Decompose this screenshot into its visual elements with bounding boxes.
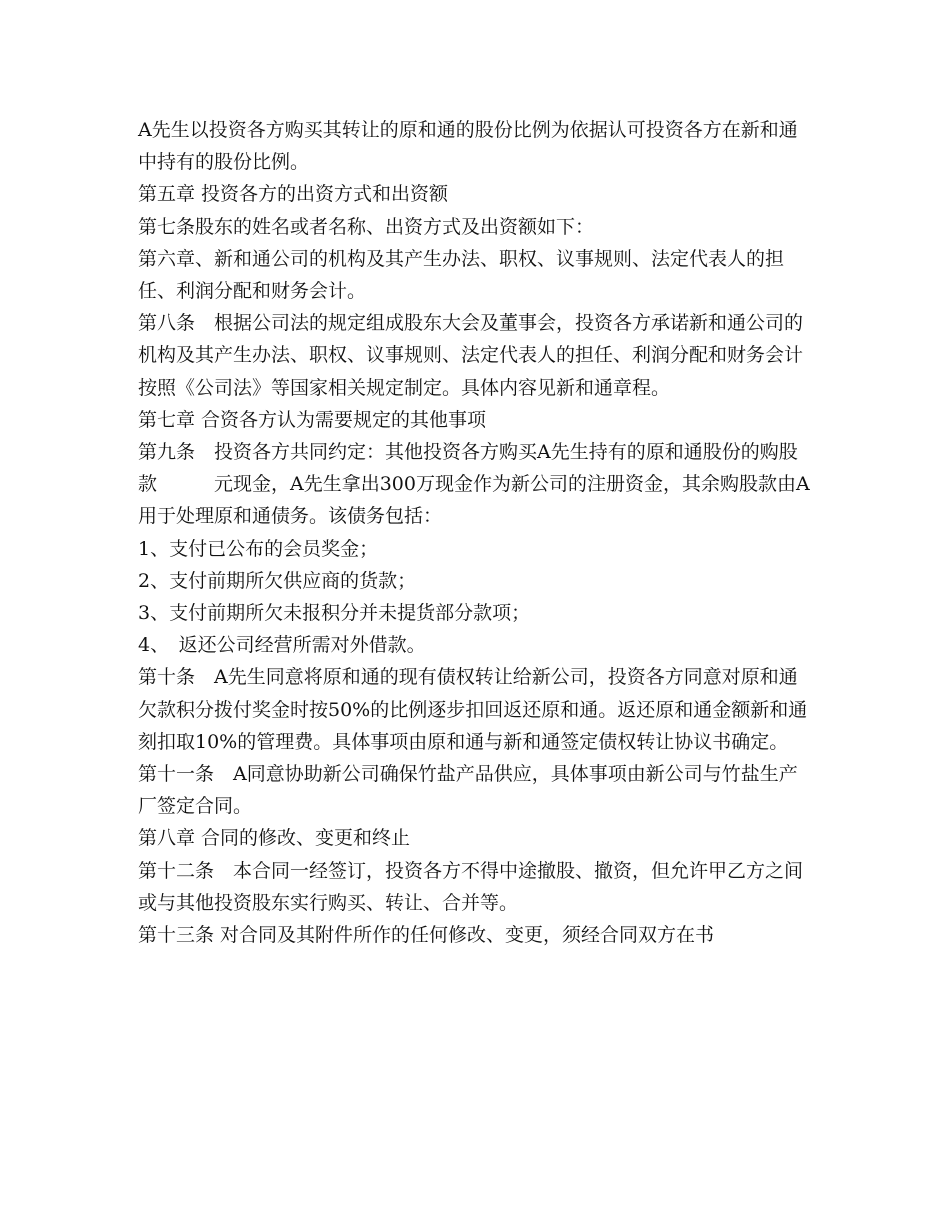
list-item-1: 1、支付已公布的会员奖金； (138, 537, 379, 560)
list-item-2: 2、支付前期所欠供应商的货款； (138, 569, 417, 592)
article-12: 第十二条 本合同一经签订，投资各方不得中途撤股、撤资，但允许甲乙方之间或与其他投资股东实行购买、转让、合并等。 (138, 859, 804, 914)
article-11: 第十一条 A同意协助新公司确保竹盐产品供应，具体事项由新公司与竹盐生产厂签定合同。 (138, 763, 798, 818)
list-item-3: 3、支付前期所欠未报积分并未提货部分款项； (138, 602, 531, 625)
article-9: 第九条 投资各方共同约定：其他投资各方购买A先生持有的原和通股份的购股款 元现金，A先生拿出300万现金作为新公司的注册资金，其余购股款由A用于处理原和通债务。该债务包括： (138, 441, 810, 528)
paragraph-1: A先生以投资各方购买其转让的原和通的股份比例为依据认可投资各方在新和通中持有的股份比例。 (138, 119, 798, 174)
chapter-5-heading: 第五章 投资各方的出资方式和出资额 (138, 183, 449, 206)
article-8: 第八条 根据公司法的规定组成股东大会及董事会，投资各方承诺新和通公司的机构及其产生办法、职权、议事规则、法定代表人的担任、利润分配和财务会计按照《公司法》等国家相关规定制定。具体内容见新和通章程。 (138, 312, 804, 399)
chapter-8-heading: 第八章 合同的修改、变更和终止 (138, 827, 411, 850)
list-item-4: 4、 返还公司经营所需对外借款。 (138, 634, 426, 657)
chapter-7-heading: 第七章 合资各方认为需要规定的其他事项 (138, 408, 487, 431)
chapter-6-heading: 第六章、新和通公司的机构及其产生办法、职权、议事规则、法定代表人的担任、利润分配和财务会计。 (138, 247, 785, 303)
article-7: 第七条股东的姓名或者名称、出资方式及出资额如下： (138, 215, 595, 238)
article-10: 第十条 A先生同意将原和通的现有债权转让给新公司，投资各方同意对原和通欠款积分拨付奖金时按50%的比例逐步扣回返还原和通。返还原和通金额新和通刻扣取10%的管理费。具体事项由原和通与新和通签定债权转让协议书确定。 (138, 666, 808, 753)
article-13: 第十三条 对合同及其附件所作的任何修改、变更，须经合同双方在书 (138, 924, 715, 947)
document-body (138, 114, 816, 951)
